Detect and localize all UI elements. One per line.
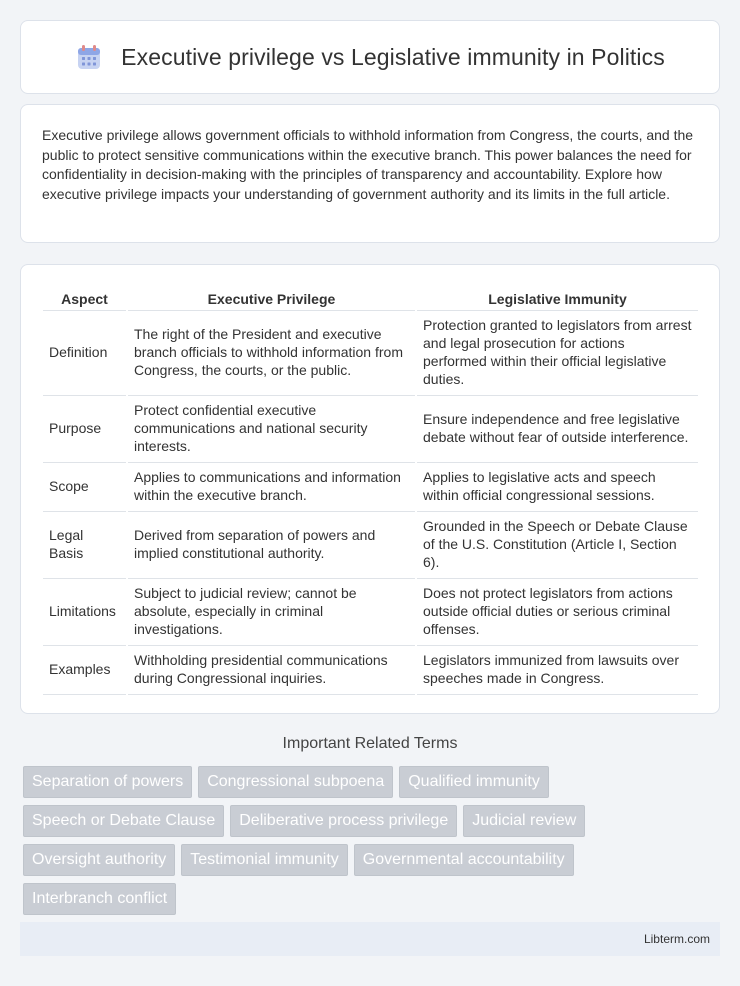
row-executive: Subject to judicial review; cannot be absolute, especially in criminal investigations.: [127, 579, 416, 646]
row-legislative: Applies to legislative acts and speech within official congressional sessions.: [416, 463, 698, 512]
row-executive: Withholding presidential communications during Congressional inquiries.: [127, 646, 416, 695]
intro-card: [20, 104, 720, 243]
footer: [20, 922, 720, 956]
term-tag[interactable]: Interbranch conflict: [23, 883, 176, 915]
term-tag[interactable]: Governmental accountability: [354, 844, 574, 876]
table-row: [43, 463, 698, 512]
header-executive-privilege: Executive Privilege: [127, 286, 416, 311]
header-aspect: Aspect: [43, 286, 127, 311]
term-tag[interactable]: Speech or Debate Clause: [23, 805, 224, 837]
table-row: [43, 311, 698, 396]
header: [75, 43, 665, 71]
row-aspect: Scope: [43, 463, 127, 512]
footer-site-link[interactable]: Libterm.com: [643, 932, 710, 946]
document-icon: [75, 43, 103, 71]
term-tag[interactable]: Congressional subpoena: [198, 766, 393, 798]
row-executive: Derived from separation of powers and implied constitutional authority.: [127, 512, 416, 579]
term-tag[interactable]: Judicial review: [463, 805, 585, 837]
row-aspect: Purpose: [43, 396, 127, 463]
table-row: [43, 396, 698, 463]
row-legislative: Legislators immunized from lawsuits over speeches made in Congress.: [416, 646, 698, 695]
row-aspect: Examples: [43, 646, 127, 695]
row-legislative: Grounded in the Speech or Debate Clause of the U.S. Constitution (Article I, Section 6).: [416, 512, 698, 579]
term-tag[interactable]: Deliberative process privilege: [230, 805, 457, 837]
term-tag[interactable]: Oversight authority: [23, 844, 175, 876]
intro-text: Executive privilege allows government officials to withhold information from Congress, the courts, and the public to protect sensitive communications within the executive branch. This power balances the need for confidentiality in decision-making with the principles of transparency and accountability. Explore how executive privilege impacts your understanding of government authority and its limits in the full article.: [42, 127, 694, 202]
row-executive: Protect confidential executive communications and national security interests.: [127, 396, 416, 463]
row-aspect: Definition: [43, 311, 127, 396]
row-executive: Applies to communications and information within the executive branch.: [127, 463, 416, 512]
row-legislative: Does not protect legislators from actions outside official duties or serious criminal offenses.: [416, 579, 698, 646]
table-header-row: [43, 286, 698, 311]
table-row: [43, 646, 698, 695]
term-tag[interactable]: Qualified immunity: [399, 766, 549, 798]
page-title: Executive privilege vs Legislative immunity in Politics: [121, 43, 665, 70]
related-terms-list: [23, 766, 623, 915]
term-tag[interactable]: Separation of powers: [23, 766, 192, 798]
header-card: [20, 20, 720, 94]
row-executive: The right of the President and executive branch officials to withhold information from Congress, the courts, or the public.: [127, 311, 416, 396]
term-tag[interactable]: Testimonial immunity: [181, 844, 347, 876]
table-row: [43, 512, 698, 579]
row-legislative: Protection granted to legislators from arrest and legal prosecution for actions performed within their official legislative duties.: [416, 311, 698, 396]
table-row: [43, 579, 698, 646]
row-legislative: Ensure independence and free legislative debate without fear of outside interference.: [416, 396, 698, 463]
comparison-card: [20, 264, 720, 714]
related-terms-title: Important Related Terms: [282, 735, 458, 752]
row-aspect: Legal Basis: [43, 512, 127, 579]
header-legislative-immunity: Legislative Immunity: [416, 286, 698, 311]
comparison-table: [43, 286, 698, 695]
row-aspect: Limitations: [43, 579, 127, 646]
